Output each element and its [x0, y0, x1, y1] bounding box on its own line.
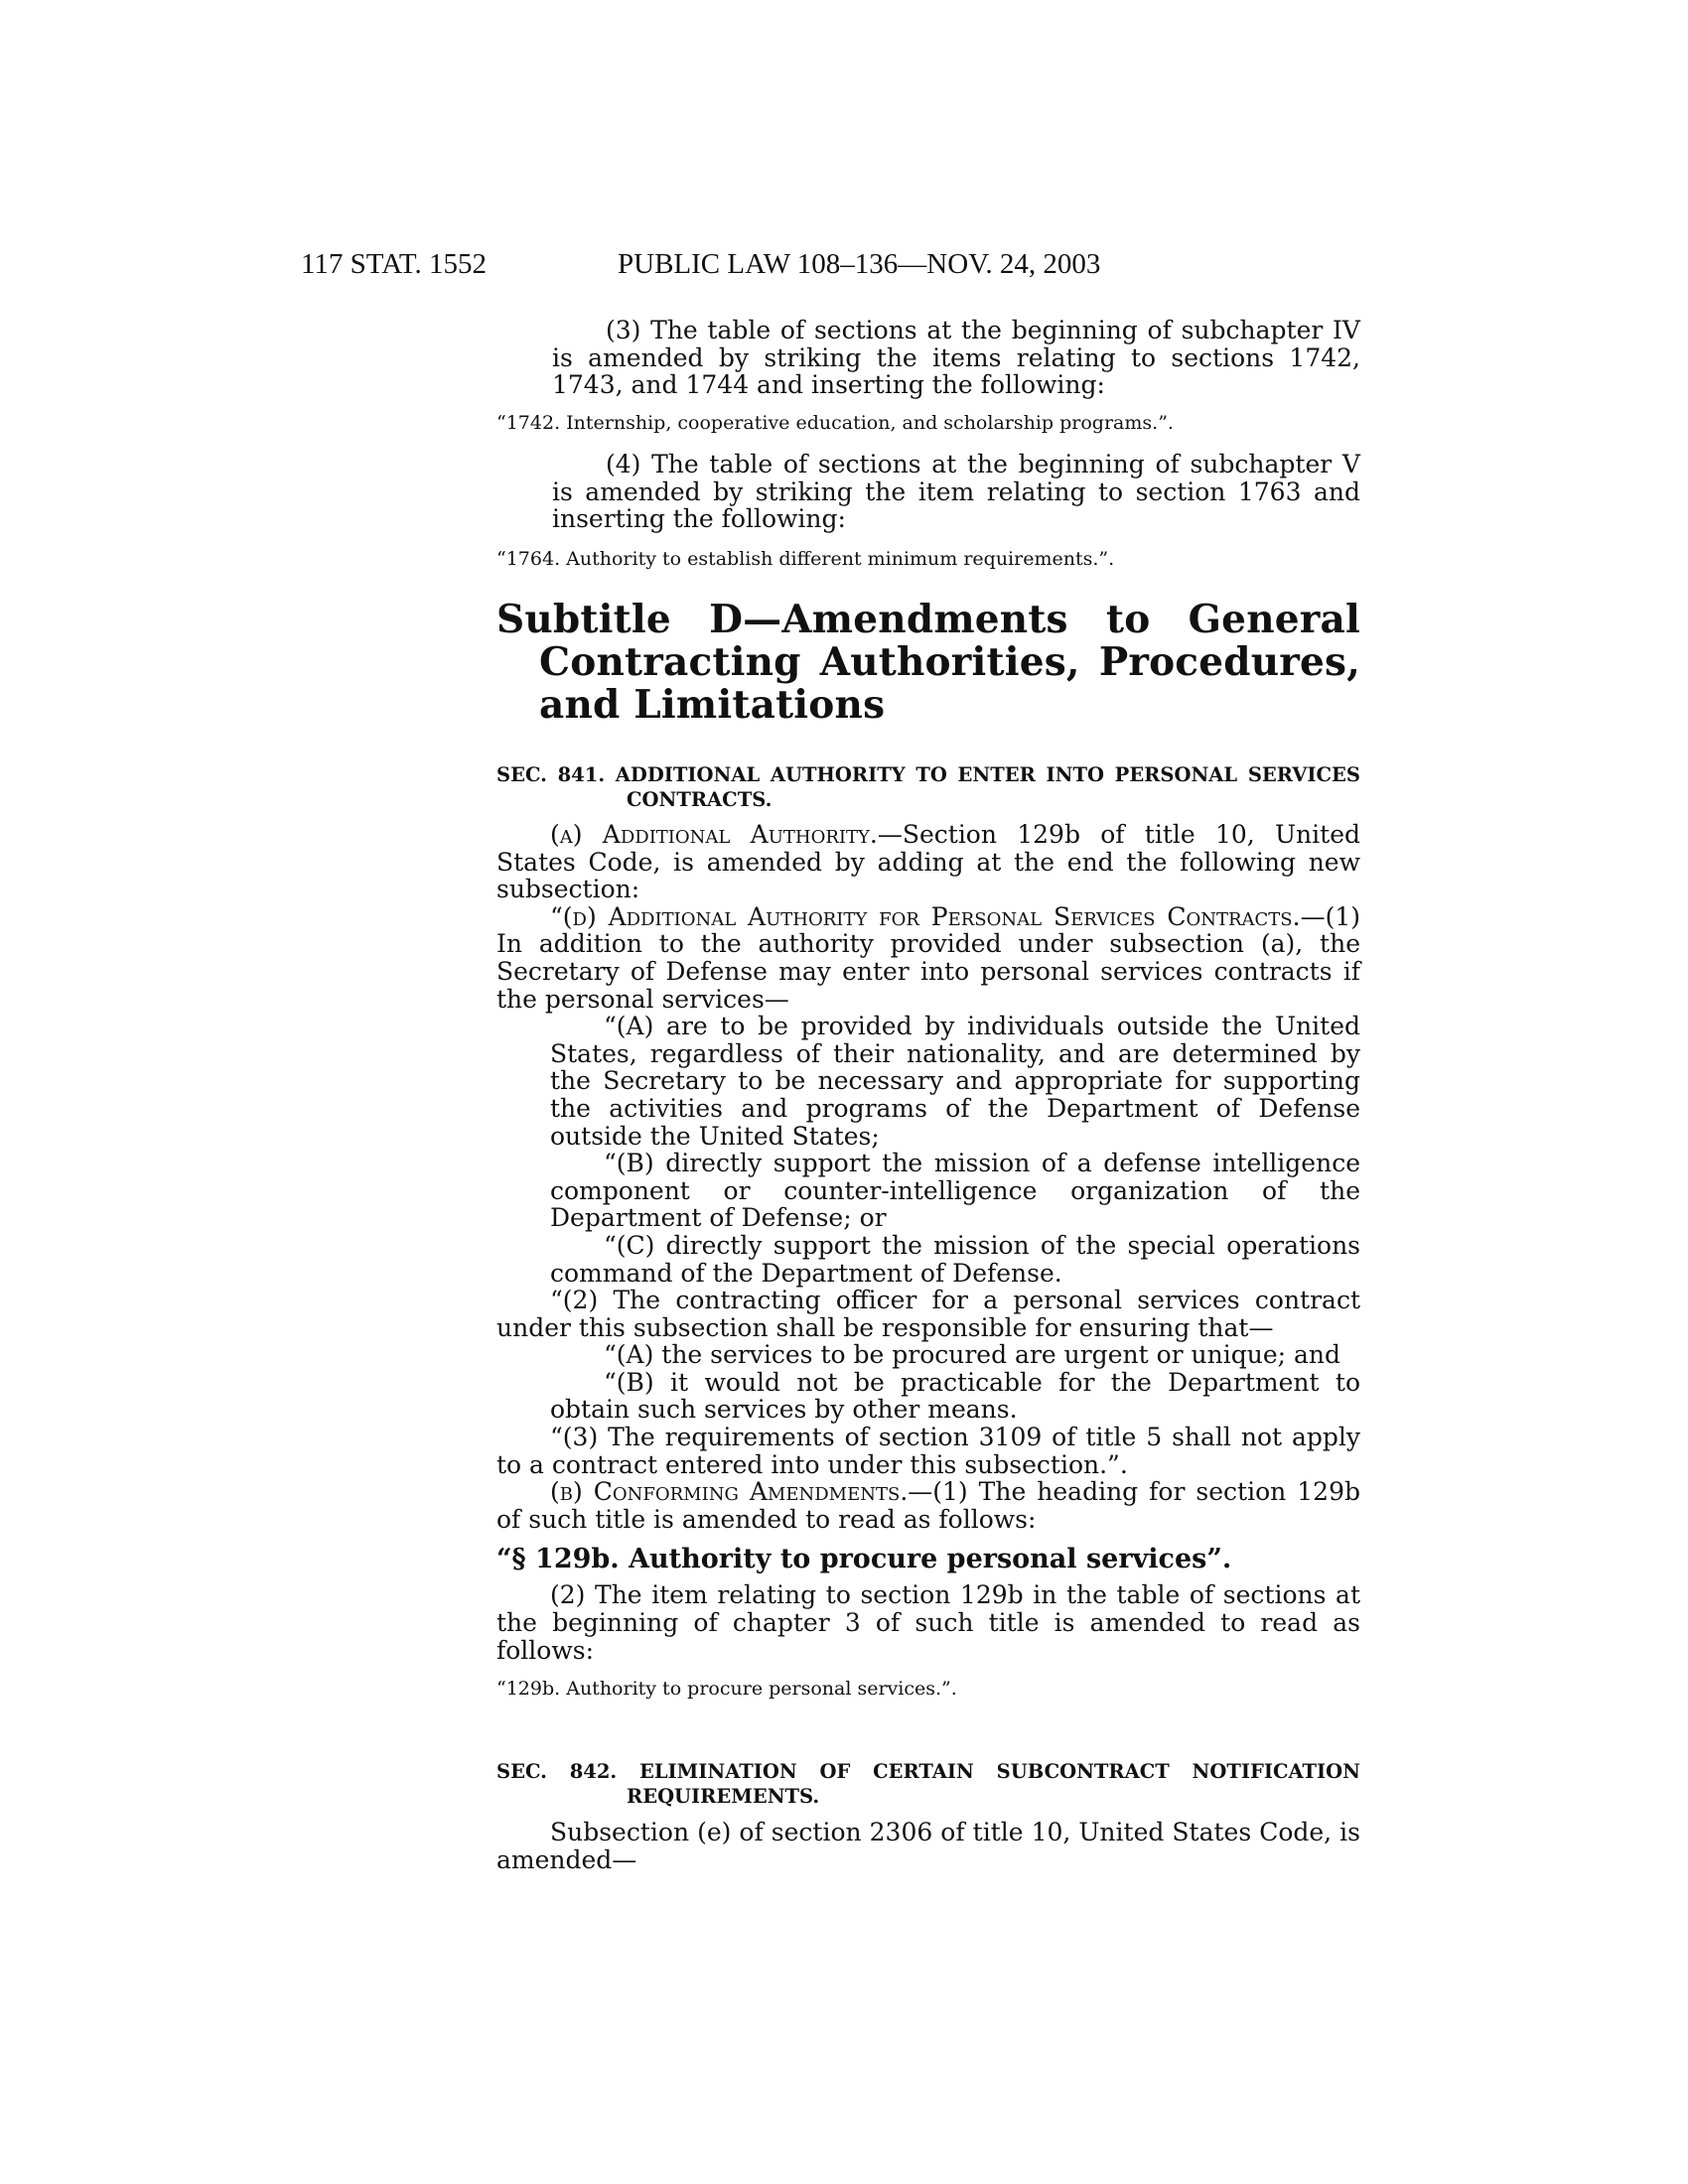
- paragraph-b2: (2) The item relating to section 129b in the table of sections at the beginning of chapter 3 of such title is amended to read as follows:: [496, 1580, 1360, 1665]
- subsection-a-text: —Section 129b of title 10, United States Code, is amended by adding at the end the following new subsection:: [496, 820, 1360, 904]
- paragraph-d2-items: [496, 1341, 1360, 1424]
- section-841: [496, 762, 1360, 1701]
- clause-d2-B: “(B) it would not be practicable for the Department to obtain such services by other means.: [550, 1367, 1360, 1425]
- table-item-129b: “129b. Authority to procure personal services.”.: [496, 1678, 957, 1701]
- section-841-heading: SEC. 841. ADDITIONAL AUTHORITY TO ENTER INTO PERSONAL SERVICES CONTRACTS.: [496, 763, 1360, 811]
- section-842-text: Subsection (e) of section 2306 of title 10, United States Code, is amended—: [496, 1818, 1360, 1874]
- subsection-b-label: (b) Conforming Amendments.: [550, 1477, 909, 1507]
- page-stat-citation: 117 STAT. 1552: [301, 248, 487, 280]
- clause-d1-A: “(A) are to be provided by individuals outside the United States, regardless of their nationality, and are determined by the Secretary to be necessary and appropriate for supporting the activities and programs of the Department of Defense outside the United States;: [550, 1012, 1360, 1151]
- section-842-heading: SEC. 842. ELIMINATION OF CERTAIN SUBCONTRACT NOTIFICATION REQUIREMENTS.: [496, 1760, 1360, 1808]
- subtitle-block: [496, 599, 1360, 727]
- section-842: [496, 1759, 1360, 1873]
- clause-d2-A: “(A) the services to be procured are urgent or unique; and: [604, 1340, 1341, 1370]
- paragraph-4-text: (4) The table of sections at the beginning of subchapter V is amended by striking the item relating to section 1763 and inserting the following:: [552, 450, 1360, 534]
- paragraph-d2: “(2) The contracting officer for a personal services contract under this subsection shall be responsible for ensuring that—: [496, 1286, 1360, 1342]
- subsection-d-text: —(1) In addition to the authority provided under subsection (a), the Secretary of Defense may enter into personal services contracts if the personal services—: [496, 901, 1360, 1014]
- running-header: PUBLIC LAW 108–136—NOV. 24, 2003: [618, 248, 1101, 280]
- clause-d1-C: “(C) directly support the mission of the special operations command of the Department of Defense.: [550, 1230, 1360, 1288]
- subsection-d1-items: [496, 1013, 1360, 1287]
- subsection-d-label: “(d) Additional Authority for Personal Services Contracts.: [550, 901, 1301, 931]
- subsection-b-text: —(1) The heading for section 129b of such title is amended to read as follows:: [496, 1477, 1360, 1534]
- section-129b-caption: “§ 129b. Authority to procure personal services”.: [496, 1544, 1232, 1575]
- subsection-b: [496, 1478, 1360, 1533]
- table-item-1742: “1742. Internship, cooperative education, and scholarship programs.”.: [496, 412, 1174, 434]
- paragraph-d3: “(3) The requirements of section 3109 of title 5 shall not apply to a contract entered into under this subsection.”.: [496, 1423, 1360, 1479]
- subsection-a-label: (a) Additional Authority.: [550, 820, 878, 849]
- subtitle-heading: Subtitle D—Amendments to General Contracting Authorities, Procedures, and Limitations: [496, 597, 1360, 728]
- clause-d1-B: “(B) directly support the mission of a defense intelligence component or counter-intelligence organization of the Department of Defense; or: [550, 1149, 1360, 1233]
- paragraph-3: [552, 317, 1360, 399]
- paragraph-4: [552, 451, 1360, 533]
- paragraph-3-text: (3) The table of sections at the beginning of subchapter IV is amended by striking the items relating to sections 1742, 1743, and 1744 and inserting the following:: [552, 316, 1360, 400]
- table-item-1764: “1764. Authority to establish different minimum requirements.”.: [496, 548, 1115, 570]
- subsection-a: [496, 821, 1360, 903]
- subsection-d: [496, 903, 1360, 1013]
